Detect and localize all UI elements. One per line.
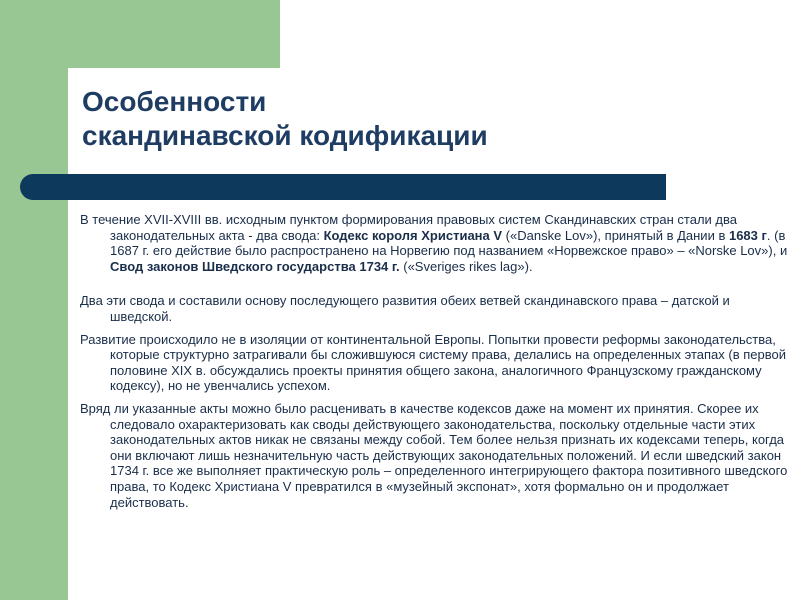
paragraph-assessment: Вряд ли указанные акты можно было расценивать в качестве кодексов даже на момент их принятия. Скорее их следовало охарактеризовать как своды действующего законодательства, поскольку отдельные части этих законодательных актов никак не связаны между собой. Тем более нельзя признать их кодексами теперь, когда они включают лишь незначительную часть действующих законодательных положений. И если шведский закон 1734 г. все же выполняет практическую роль – определенного интегрирующего фактора позитивного шведского права, то Кодекс Христиана V превратился в «музейный экспонат», хотя формально он и продолжает действовать. xyxy=(80,400,788,510)
intro-text-2: («Danske Lov»), принятый в Дании в xyxy=(502,227,729,243)
paragraph-intro xyxy=(76,212,792,274)
slide-title xyxy=(82,85,488,153)
intro-text-3: . (в 1687 г. его действие было распространено на Норвегию под названием «Норвежское право» – «Norske Lov»), и xyxy=(110,227,788,259)
slide-title-line-2: скандинавской кодификации xyxy=(82,120,488,151)
green-side-band xyxy=(0,0,68,600)
slide-title-line-1: Особенности xyxy=(82,86,267,117)
title-underline-bar xyxy=(20,174,666,200)
paragraph-two-codes: Два эти свода и составили основу последующего развития обеих ветвей скандинавского права – датской и шведской. xyxy=(80,293,730,324)
intro-text-1: В течение XVII-XVIII вв. исходным пунктом формирования правовых систем Скандинавских стран стали два законодательных акта - два свода: xyxy=(80,212,737,243)
intro-bold-christian-code: Кодекс короля Христиана V xyxy=(323,227,503,243)
green-top-band xyxy=(68,0,280,68)
intro-bold-year: 1683 г xyxy=(728,227,767,243)
intro-bold-swedish-code: Свод законов Шведского государства 1734 г. xyxy=(110,258,400,274)
intro-text-4: («Sveriges rikes lag»). xyxy=(399,258,533,274)
paragraph-development: Развитие происходило не в изоляции от континентальной Европы. Попытки провести реформы законодательства, которые структурно затрагивали бы сложившуюся систему права, делались на определенных этапах (в первой половине XIX в. обсуждались проекты принятия общего закона, аналогичного Французскому гражданскому кодексу), но не увенчались успехом. xyxy=(80,331,786,394)
slide-body xyxy=(80,212,792,510)
paragraph-gap xyxy=(80,274,792,293)
